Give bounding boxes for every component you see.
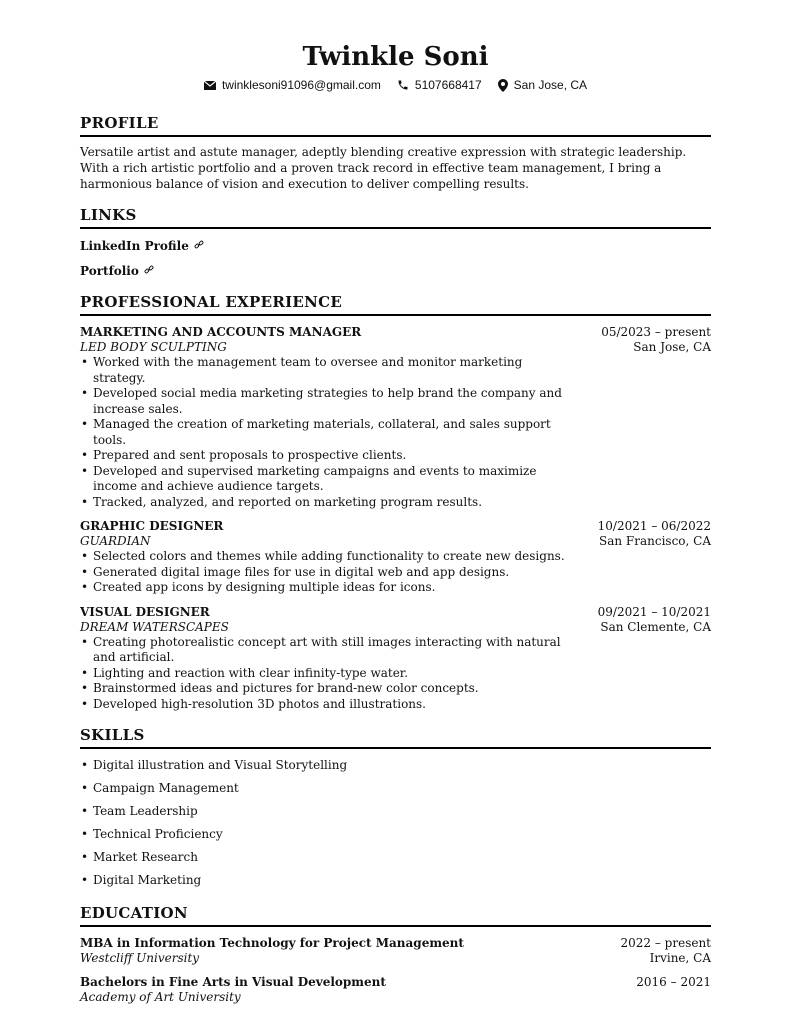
- job-bullet: • Creating photorealistic concept art with still images interacting with natural and artificial.: [80, 635, 565, 666]
- job-bullets: [80, 549, 565, 596]
- candidate-name: Twinkle Soni: [302, 42, 489, 72]
- job-company: LED BODY SCULPTING: [80, 340, 227, 354]
- job-entry: [80, 325, 711, 510]
- job-company: GUARDIAN: [80, 534, 151, 548]
- skill-item: • Technical Proficiency: [80, 823, 711, 846]
- job-dates: 05/2023 – present: [601, 325, 711, 339]
- job-subheader: [80, 340, 711, 355]
- education-school: Westcliff University: [80, 951, 200, 965]
- skill-item: • Campaign Management: [80, 777, 711, 800]
- job-bullet: • Lighting and reaction with clear infinity-type water.: [80, 666, 565, 682]
- job-dates: 09/2021 – 10/2021: [597, 604, 711, 619]
- links-section: [80, 206, 711, 279]
- job-bullet: • Tracked, analyzed, and reported on marketing program results.: [80, 495, 565, 511]
- envelope-icon: [204, 81, 216, 90]
- job-bullets: [80, 635, 565, 713]
- skill-item: • Digital Marketing: [80, 869, 711, 892]
- section-title-education: EDUCATION: [80, 904, 711, 927]
- skills-list: [80, 754, 711, 892]
- link-icon: [144, 264, 154, 278]
- job-bullet: • Selected colors and themes while adding functionality to create new designs.: [80, 549, 565, 565]
- job-location: San Jose, CA: [633, 340, 711, 354]
- job-company: DREAM WATERSCAPES: [80, 619, 229, 634]
- education-header: [80, 975, 711, 990]
- job-entry: [80, 605, 711, 713]
- education-entry: [80, 936, 711, 966]
- job-bullet: • Managed the creation of marketing materials, collateral, and sales support tools.: [80, 417, 565, 448]
- job-bullets: [80, 355, 565, 510]
- job-title: MARKETING AND ACCOUNTS MANAGER: [80, 325, 362, 339]
- job-bullet: • Generated digital image files for use in digital web and app designs.: [80, 565, 565, 581]
- education-dates: 2022 – present: [620, 936, 711, 950]
- education-subheader: [80, 990, 711, 1005]
- link-linkedin-label[interactable]: LinkedIn Profile: [80, 239, 189, 253]
- phone-text: 5107668417: [414, 78, 482, 92]
- link-icon: [194, 239, 204, 253]
- job-location: San Francisco, CA: [598, 534, 711, 548]
- education-entry: [80, 975, 711, 1005]
- link-portfolio[interactable]: [80, 263, 711, 279]
- job-bullet: • Created app icons by designing multiple ideas for icons.: [80, 580, 565, 596]
- job-entry: [80, 519, 711, 596]
- job-subheader: [80, 620, 711, 635]
- job-bullet: • Developed high-resolution 3D photos and illustrations.: [80, 697, 565, 713]
- resume-page: [80, 40, 711, 1005]
- job-bullet: • Developed social media marketing strategies to help brand the company and increase sales.: [80, 386, 565, 417]
- section-title-skills: SKILLS: [80, 726, 711, 749]
- contact-phone[interactable]: [397, 78, 482, 92]
- phone-icon: [397, 79, 409, 91]
- profile-section: [80, 114, 711, 192]
- section-title-experience: PROFESSIONAL EXPERIENCE: [80, 293, 711, 316]
- education-header: [80, 936, 711, 951]
- profile-text: Versatile artist and astute manager, adeptly blending creative expression with strategic leadership. With a rich artistic portfolio and a proven track record in effective team management, I bring a harmonious balance of vision and execution to deliver compelling results.: [80, 145, 687, 191]
- job-bullet: • Prepared and sent proposals to prospective clients.: [80, 448, 565, 464]
- location-text: San Jose, CA: [513, 78, 588, 92]
- email-text: twinklesoni91096@gmail.com: [221, 78, 381, 92]
- job-location: San Clemente, CA: [600, 619, 711, 634]
- education-dates: 2016 – 2021: [636, 975, 711, 989]
- job-bullet: • Developed and supervised marketing campaigns and events to maximize income and achieve audience targets.: [80, 464, 565, 495]
- job-bullet: • Worked with the management team to oversee and monitor marketing strategy.: [80, 355, 565, 386]
- job-bullet: • Brainstormed ideas and pictures for brand-new color concepts.: [80, 681, 565, 697]
- education-location: Irvine, CA: [649, 951, 711, 965]
- section-title-links: LINKS: [80, 206, 711, 229]
- link-linkedin[interactable]: [80, 238, 711, 254]
- contact-bar: [80, 76, 711, 94]
- education-school: Academy of Art University: [80, 990, 241, 1004]
- section-title-profile: PROFILE: [80, 114, 711, 137]
- skills-section: [80, 726, 711, 892]
- job-dates: 10/2021 – 06/2022: [597, 519, 711, 533]
- experience-section: [80, 293, 711, 712]
- job-title: VISUAL DESIGNER: [80, 604, 210, 619]
- job-title: GRAPHIC DESIGNER: [80, 519, 224, 533]
- education-degree: MBA in Information Technology for Project Management: [80, 936, 464, 950]
- link-portfolio-label[interactable]: Portfolio: [80, 264, 139, 278]
- contact-location: [498, 78, 587, 92]
- job-header: [80, 325, 711, 340]
- skill-item: • Market Research: [80, 846, 711, 869]
- job-header: [80, 605, 711, 620]
- education-section: [80, 904, 711, 1005]
- job-subheader: [80, 534, 711, 549]
- contact-email[interactable]: [204, 78, 381, 92]
- education-degree: Bachelors in Fine Arts in Visual Development: [80, 975, 386, 989]
- job-header: [80, 519, 711, 534]
- skill-item: • Digital illustration and Visual Storytelling: [80, 754, 711, 777]
- education-subheader: [80, 951, 711, 966]
- skill-item: • Team Leadership: [80, 800, 711, 823]
- map-pin-icon: [498, 79, 508, 92]
